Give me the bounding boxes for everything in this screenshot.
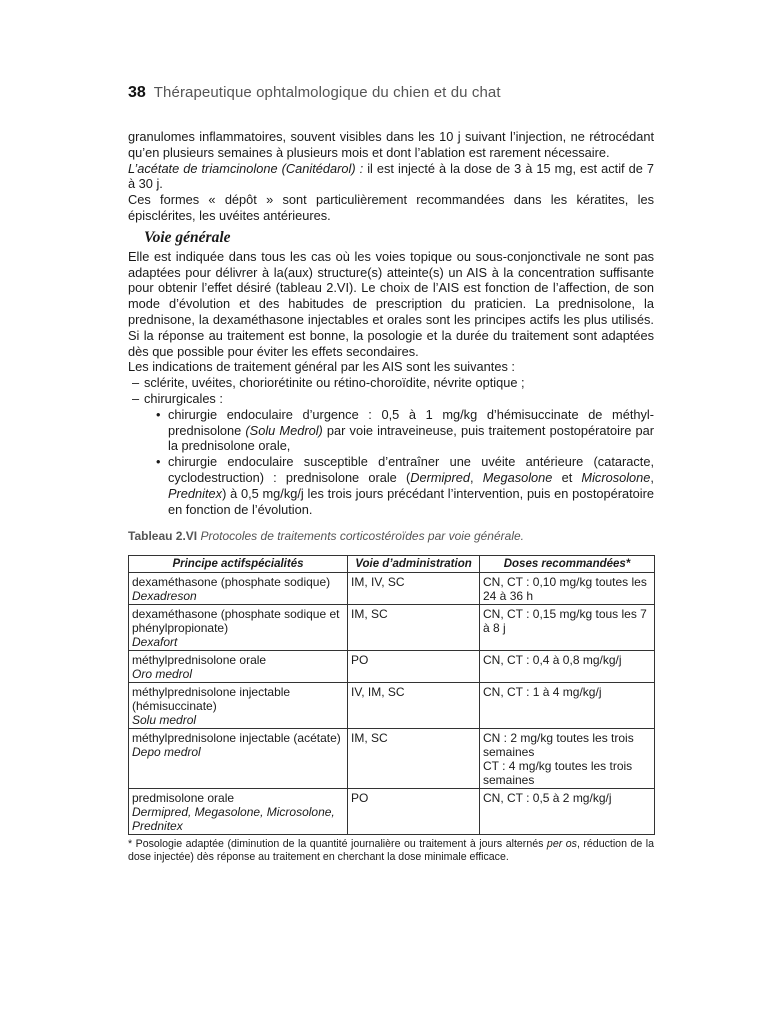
bullet-marker: • xyxy=(156,454,161,470)
cell-dose: CN, CT : 0,15 mg/kg tous les 7 à 8 j xyxy=(480,605,655,651)
intro-paragraph-2: L’acétate de triamcinolone (Canitédarol) : il est injecté à la dose de 3 à 15 mg, est actif de 7 à 30 j. xyxy=(128,160,654,192)
cell-dose: CN : 2 mg/kg toutes les trois semaines CT : 4 mg/kg toutes les trois semaines xyxy=(480,729,655,789)
intro-paragraph-3: Ces formes « dépôt » sont particulièrement recommandées dans les kératites, les épisclérites, les uvéites antérieures. xyxy=(128,192,654,223)
section-heading: Voie générale xyxy=(144,228,231,246)
list-item: – sclérite, uvéites, choriorétinite ou rétino-choroïdite, névrite optique ; xyxy=(132,375,525,391)
section-paragraph-1: Elle est indiquée dans tous les cas où les voies topique ou sous-conjonctivale ne sont pas adaptées pour délivrer à la(aux) structure(s) atteinte(s) un AIS à la concentration suffisante pour obtenir l’effet désiré (tableau 2.VI). Le choix de l’AIS est fonction de l’affection, de son mode d’évolution et des habitudes de prescription du praticien. La prednisolone, la prednisone, la dexaméthasone injectables et orales sont les principes actifs les plus utilisés. Si la réponse au traitement est bonne, la posologie et la durée du traitement sont adaptées dès que possible pour éviter les effets secondaires. xyxy=(128,248,654,359)
table-row xyxy=(129,651,655,683)
bullet-item: • chirurgie endoculaire d’urgence : 0,5 à 1 mg/kg d’hémisuccinate de méthyl-prednisolone (Solu Medrol) par voie intraveineuse, puis traitement postopératoire par la prednisolone orale, xyxy=(156,406,655,454)
header-dose: Doses recommandées* xyxy=(480,556,655,573)
cell-principle: predmisolone orale Dermipred, Megasolone, Microsolone, Prednitex xyxy=(129,789,348,835)
body-text xyxy=(128,129,654,863)
cell-principle: dexaméthasone (phosphate sodique) Dexadreson xyxy=(129,573,348,605)
cell-route: IM, IV, SC xyxy=(348,573,480,605)
table-footnote: * Posologie adaptée (diminution de la quantité journalière ou traitement à jours alternés per os, réduction de la dose injectée) dès réponse au traitement en cherchant la dose minimale efficace. xyxy=(128,838,654,863)
intro-paragraph-1: granulomes inflammatoires, souvent visibles dans les 10 j suivant l’injection, ne rétrocédant qu’en plusieurs semaines à plusieurs mois et dont l’ablation est rarement nécessaire. xyxy=(128,129,654,160)
cell-principle: méthylprednisolone injectable (hémisuccinate) Solu medrol xyxy=(129,683,348,729)
table-label: Tableau 2.VI xyxy=(128,529,198,544)
cell-principle: dexaméthasone (phosphate sodique et phénylpropionate) Dexafort xyxy=(129,605,348,651)
header-principle: Principe actifspécialités xyxy=(129,556,348,573)
cell-dose: CN, CT : 0,5 à 2 mg/kg/j xyxy=(480,789,655,835)
cell-route: IV, IM, SC xyxy=(348,683,480,729)
cell-route: PO xyxy=(348,789,480,835)
triamcinolone-term: L’acétate de triamcinolone (Canitédarol) : xyxy=(128,160,364,176)
table-header-row xyxy=(129,556,655,573)
section-paragraph-2: Les indications de traitement général par les AIS sont les suivantes : xyxy=(128,359,515,375)
running-title: Thérapeutique ophtalmologique du chien et du chat xyxy=(153,84,501,101)
cell-dose: CN, CT : 0,4 à 0,8 mg/kg/j xyxy=(480,651,655,683)
cell-route: IM, SC xyxy=(348,605,480,651)
table-row xyxy=(129,573,655,605)
cell-dose: CN, CT : 0,10 mg/kg toutes les 24 à 36 h xyxy=(480,573,655,605)
header-route: Voie d’administration xyxy=(348,556,480,573)
protocols-table xyxy=(128,555,655,835)
cell-route: IM, SC xyxy=(348,729,480,789)
table-row xyxy=(129,683,655,729)
table-row xyxy=(129,605,655,651)
table-row xyxy=(129,729,655,789)
dash-marker: – xyxy=(132,375,140,391)
bullet-item: • chirurgie endoculaire susceptible d’entraîner une uvéite antérieure (cataracte, cyclodestruction) : prednisolone orale (Dermipred, Megasolone et Microsolone, Prednitex) à 0,5 mg/kg/j les trois jours précédant l’intervention, puis en postopératoire en fonction de l’évolution. xyxy=(156,454,654,517)
cell-route: PO xyxy=(348,651,480,683)
cell-principle: méthylprednisolone injectable (acétate) Depo medrol xyxy=(129,729,348,789)
page-number: 38 xyxy=(128,84,146,101)
table-caption xyxy=(128,529,654,545)
table-row xyxy=(129,789,655,835)
cell-dose: CN, CT : 1 à 4 mg/kg/j xyxy=(480,683,655,729)
bullet-marker: • xyxy=(156,406,161,422)
running-header xyxy=(128,84,654,106)
cell-principle: méthylprednisolone orale Oro medrol xyxy=(129,651,348,683)
table-title: Protocoles de traitements corticostéroïdes par voie générale. xyxy=(200,529,524,544)
dash-marker: – xyxy=(132,390,140,406)
list-item: – chirurgicales : xyxy=(132,390,223,406)
